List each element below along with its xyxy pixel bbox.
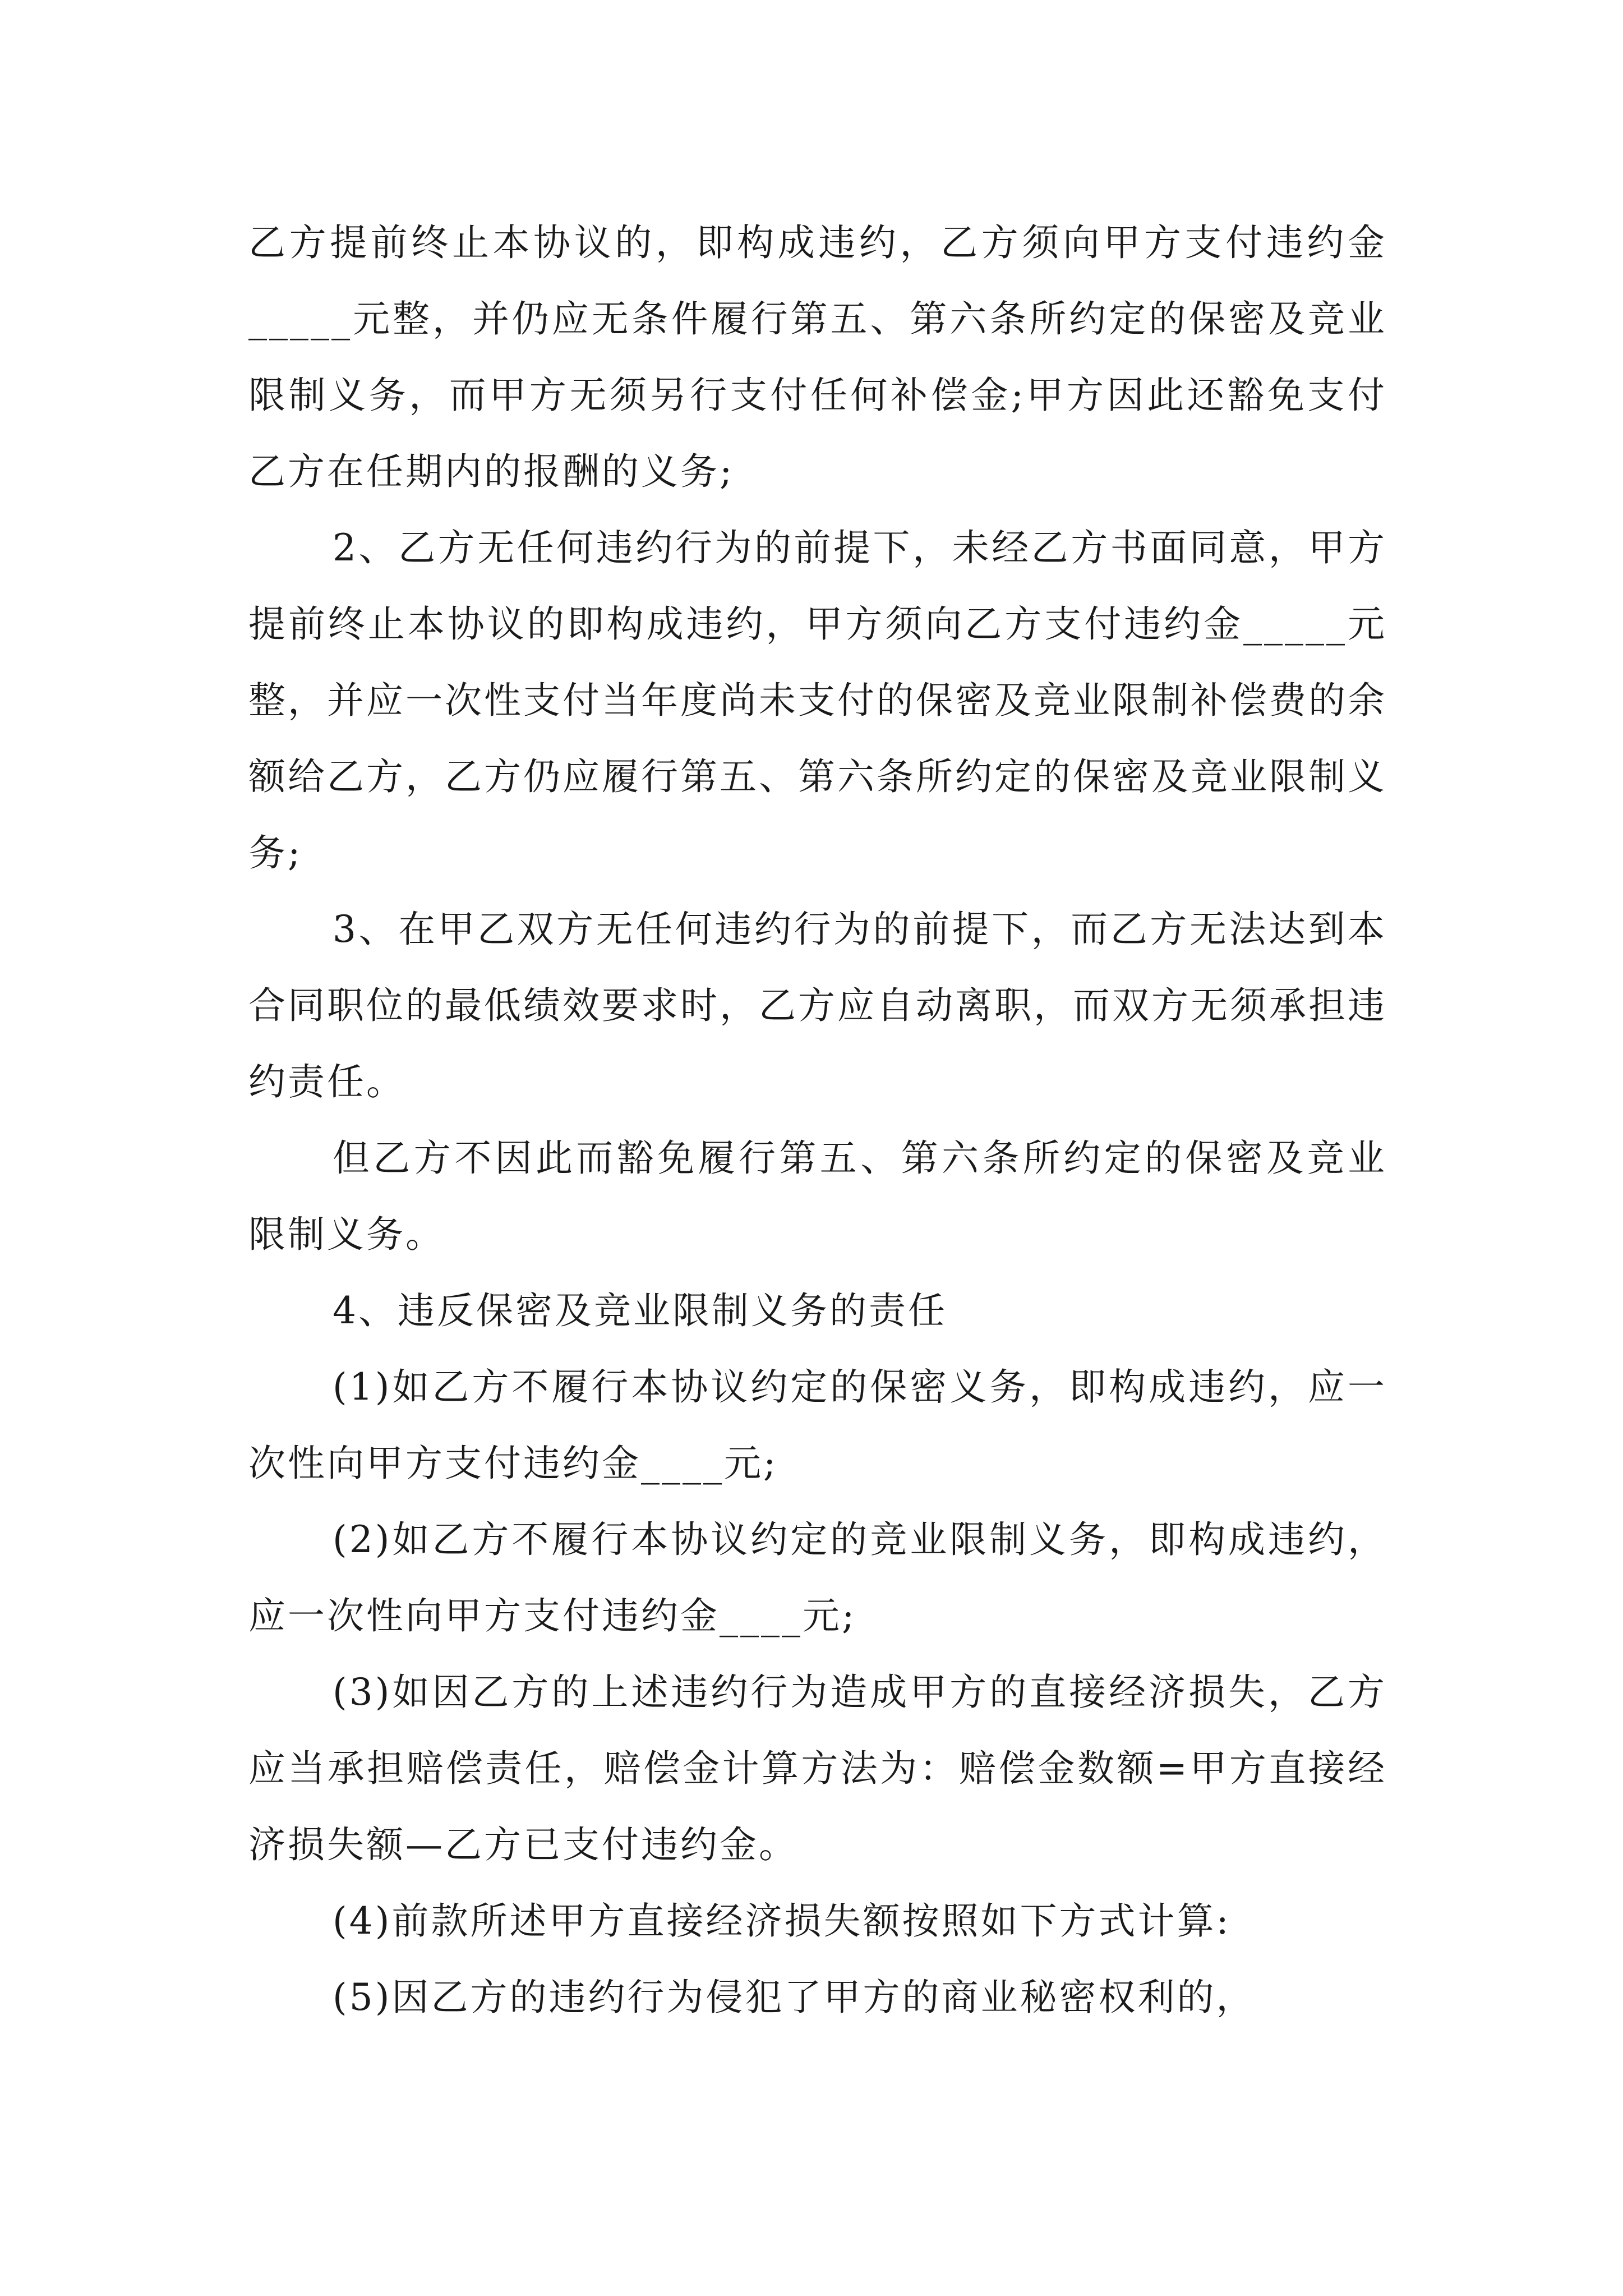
paragraph-10: (5)因乙方的违约行为侵犯了甲方的商业秘密权利的， xyxy=(333,1976,1256,2019)
paragraph-3: 3、在甲乙双方无任何违约行为的前提下，而乙方无法达到本合同职位的最低绩效要求时，乙方应自动离职，而双方无须承担违约责任。 xyxy=(248,908,1387,1103)
document-body xyxy=(248,205,1387,2036)
paragraph-5: 4、违反保密及竞业限制义务的责任 xyxy=(333,1289,947,1332)
paragraph-4: 但乙方不因此而豁免履行第五、第六条所约定的保密及竞业限制义务。 xyxy=(248,1137,1387,1256)
paragraph-6: (1)如乙方不履行本协议约定的保密义务，即构成违约，应一次性向甲方支付违约金____元; xyxy=(248,1365,1387,1485)
paragraph-9: (4)前款所述甲方直接经济损失额按照如下方式计算: xyxy=(333,1899,1231,1943)
paragraph-7: (2)如乙方不履行本协议约定的竞业限制义务，即构成违约，应一次性向甲方支付违约金____元; xyxy=(248,1518,1387,1637)
paragraph-1: 乙方提前终止本协议的，即构成违约，乙方须向甲方支付违约金_____元整，并仍应无条件履行第五、第六条所约定的保密及竞业限制义务，而甲方无须另行支付任何补偿金;甲方因此还豁免支付乙方在任期内的报酬的义务; xyxy=(248,221,1387,493)
paragraph-2: 2、乙方无任何违约行为的前提下，未经乙方书面同意，甲方提前终止本协议的即构成违约，甲方须向乙方支付违约金_____元整，并应一次性支付当年度尚未支付的保密及竞业限制补偿费的余额给乙方，乙方仍应履行第五、第六条所约定的保密及竞业限制义务; xyxy=(248,526,1387,875)
paragraph-8: (3)如因乙方的上述违约行为造成甲方的直接经济损失，乙方应当承担赔偿责任，赔偿金计算方法为：赔偿金数额=甲方直接经济损失额—乙方已支付违约金。 xyxy=(248,1671,1387,1866)
